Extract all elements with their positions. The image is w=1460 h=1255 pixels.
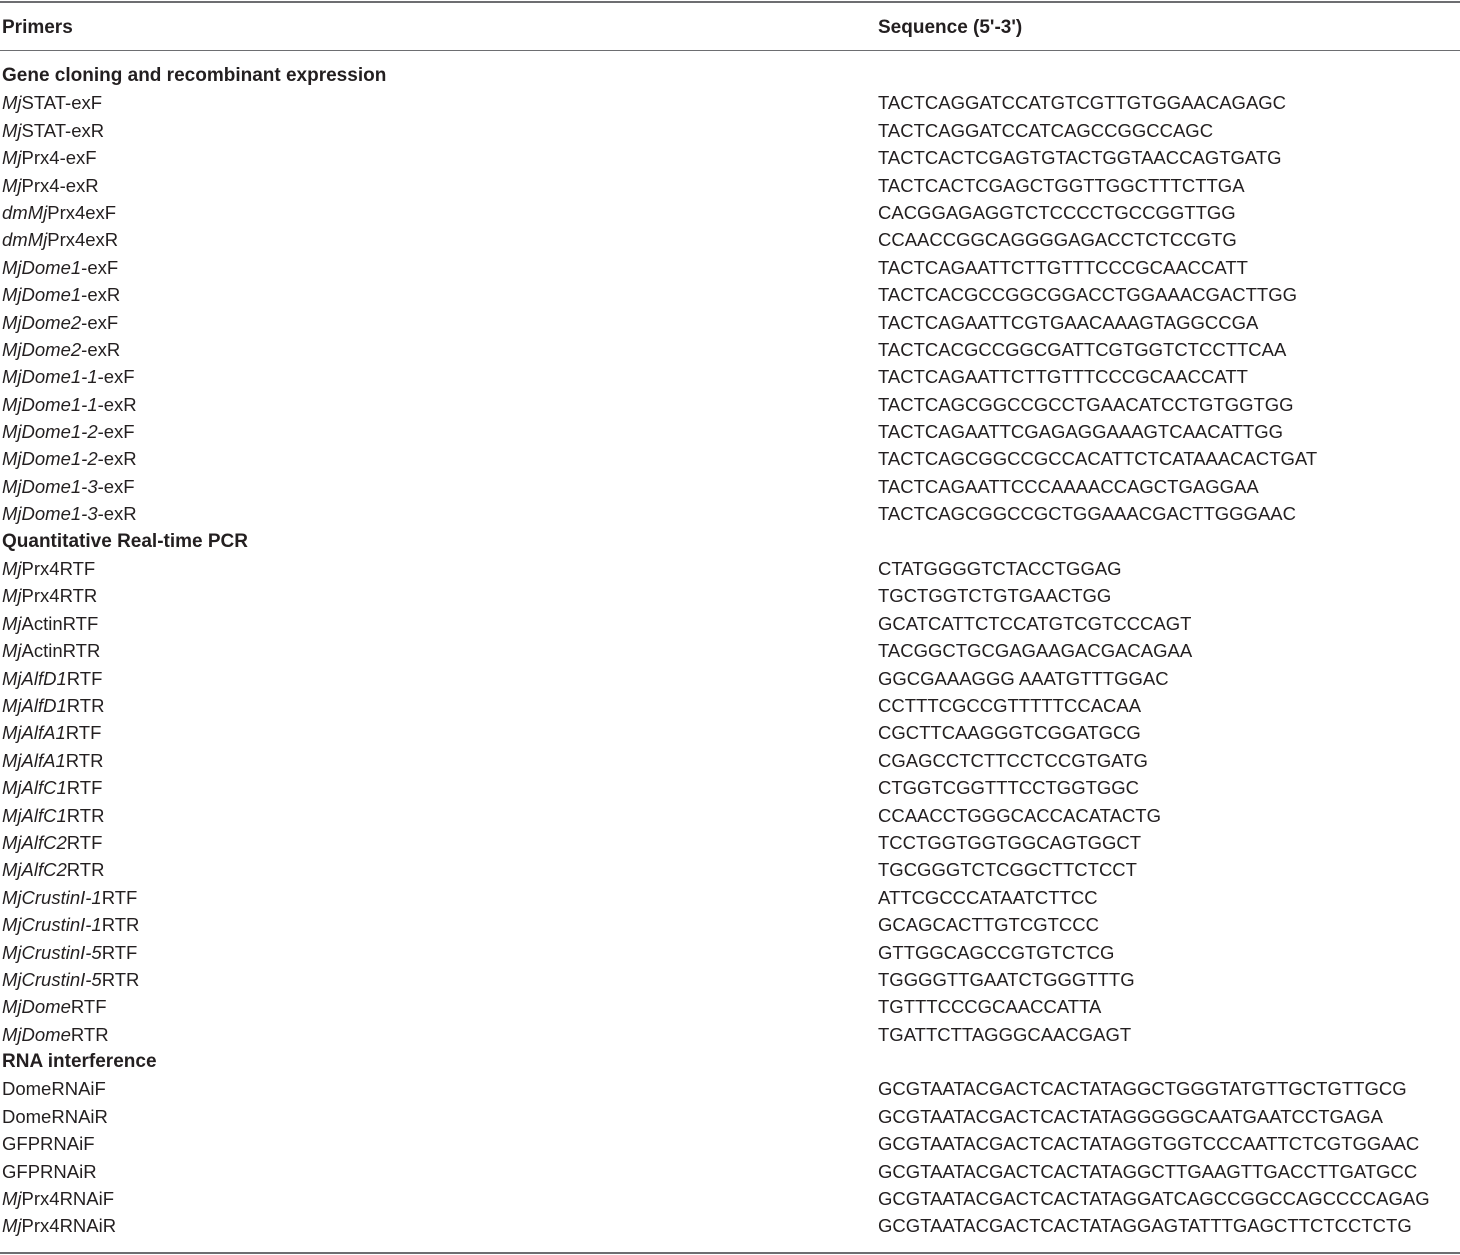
primer-sequence: TACTCAGCGGCCGCCACATTCTCATAAACACTGAT	[878, 448, 1318, 470]
primer-name-part: MjDome	[2, 996, 71, 1018]
primer-sequence: TACTCAGGATCCATGTCGTTGTGGAACAGAGC	[878, 92, 1287, 114]
primer-name-part: DomeRNAiF	[2, 1078, 106, 1100]
table-row	[0, 1185, 1460, 1212]
primer-name	[2, 445, 137, 472]
primer-sequence: TACGGCTGCGAGAAGACGACAGAA	[878, 640, 1193, 662]
section-heading	[0, 1048, 1460, 1075]
primer-name	[2, 966, 139, 993]
primer-name	[2, 1185, 114, 1212]
primer-name-part: MjDome1	[2, 284, 82, 306]
table-row	[0, 582, 1460, 609]
primer-sequence: TACTCAGAATTCTTGTTTCCCGCAACCATT	[878, 366, 1248, 388]
primer-name-part: MjCrustinI-1	[2, 914, 102, 936]
table-row	[0, 336, 1460, 363]
primer-name-part: Mj	[2, 558, 22, 580]
primer-sequence: GTTGGCAGCCGTGTCTCG	[878, 941, 1115, 963]
primer-sequence: GCGTAATACGACTCACTATAGGAGTATTTGAGCTTCTCCTCTG	[878, 1215, 1412, 1237]
primer-name-part: -exF	[97, 475, 135, 497]
primer-name-part: MjAlfC1	[2, 777, 67, 799]
primer-sequence: TACTCAGAATTCGAGAGGAAAGTCAACATTGG	[878, 421, 1283, 443]
primer-name-part: MjAlfA1	[2, 722, 66, 744]
table-row	[0, 1158, 1460, 1185]
table-row	[0, 829, 1460, 856]
primer-name-part: Mj	[2, 640, 22, 662]
primer-name-part: dmMj	[2, 229, 48, 251]
primer-name-part: Mj	[2, 1215, 22, 1237]
section-title: Quantitative Real-time PCR	[2, 530, 248, 552]
table-row	[0, 445, 1460, 472]
table-row	[0, 500, 1460, 527]
primer-name	[2, 719, 101, 746]
primer-name	[2, 802, 104, 829]
primer-name-part: GFPRNAiR	[2, 1160, 97, 1182]
primer-sequence: GCGTAATACGACTCACTATAGGTGGTCCCAATTCTCGTGGAAC	[878, 1133, 1420, 1155]
primer-name-part: RTR	[66, 804, 105, 826]
primer-name-part: MjAlfC1	[2, 804, 67, 826]
primer-sequence: TGGGGTTGAATCTGGGTTTG	[878, 968, 1135, 990]
table-row	[0, 692, 1460, 719]
table-row	[0, 89, 1460, 116]
section-title: Gene cloning and recombinant expression	[2, 65, 387, 86]
table-row	[0, 966, 1460, 993]
primer-name	[2, 117, 104, 144]
primer-sequence: TACTCACGCCGGCGGACCTGGAAACGACTTGG	[878, 284, 1298, 306]
primer-sequence: TACTCAGCGGCCGCTGGAAACGACTTGGGAAC	[878, 503, 1296, 525]
primer-name-part: -exR	[97, 448, 137, 470]
primer-sequence: CTGGTCGGTTTCCTGGTGGC	[878, 777, 1140, 799]
primer-name-part: RTF	[66, 777, 103, 799]
primer-sequence: TACTCACTCGAGTGTACTGGTAACCAGTGATG	[878, 147, 1282, 169]
primer-name-part: RTF	[66, 667, 103, 689]
primer-name	[2, 363, 135, 390]
primer-sequence: GGCGAAAGGG AAATGTTTGGAC	[878, 667, 1169, 689]
primer-name-part: -exR	[97, 503, 137, 525]
primer-name-part: GFPRNAiF	[2, 1133, 95, 1155]
table-row	[0, 473, 1460, 500]
primer-sequence: ATTCGCCCATAATCTTCC	[878, 886, 1098, 908]
table-body	[0, 62, 1460, 1240]
primer-name-part: dmMj	[2, 201, 48, 223]
table-row	[0, 254, 1460, 281]
primer-sequence: GCGTAATACGACTCACTATAGGCTTGAAGTTGACCTTGATGCC	[878, 1160, 1418, 1182]
primer-name-part: RTR	[101, 914, 140, 936]
primer-name-part: Mj	[2, 92, 22, 114]
primer-sequence: CCTTTCGCCGTTTTTCCACAA	[878, 694, 1142, 716]
primer-name-part: Mj	[2, 585, 22, 607]
primer-name	[2, 226, 118, 253]
table-header	[0, 14, 1460, 42]
primer-sequence: CTATGGGGTCTACCTGGAG	[878, 558, 1122, 580]
primer-name-part: -exF	[81, 311, 119, 333]
primer-name	[2, 582, 97, 609]
table-row	[0, 939, 1460, 966]
primer-name	[2, 89, 102, 116]
primer-name-part: RTF	[65, 722, 102, 744]
primer-name-part: Prx4-exF	[21, 147, 97, 169]
primer-name	[2, 993, 107, 1020]
header-sequence: Sequence (5'-3')	[878, 17, 1023, 38]
table-top-rule	[0, 1, 1460, 3]
primer-name-part: MjAlfC2	[2, 831, 67, 853]
primer-name	[2, 610, 98, 637]
primer-name	[2, 144, 97, 171]
table-row	[0, 117, 1460, 144]
primer-name	[2, 829, 102, 856]
section-heading	[0, 62, 1460, 89]
primer-name-part: Prx4RNAiR	[21, 1215, 117, 1237]
primer-name	[2, 172, 99, 199]
primer-sequence: CGAGCCTCTTCCTCCGTGATG	[878, 749, 1148, 771]
primer-name-part: RTR	[101, 968, 140, 990]
primer-name-part: ActinRTF	[21, 612, 99, 634]
primer-name-part: RTR	[66, 694, 105, 716]
primer-name-part: MjDome2	[2, 338, 82, 360]
primer-name-part: MjCrustinI-5	[2, 941, 102, 963]
primer-name-part: RTF	[70, 996, 107, 1018]
primer-name-part: -exF	[97, 366, 135, 388]
primer-name-part: MjAlfA1	[2, 749, 66, 771]
primer-sequence: TGCGGGTCTCGGCTTCTCCT	[878, 859, 1137, 881]
primer-sequence: GCATCATTCTCCATGTCGTCCCAGT	[878, 612, 1192, 634]
primer-sequence: TACTCAGAATTCGTGAACAAAGTAGGCCGA	[878, 311, 1259, 333]
table-row	[0, 418, 1460, 445]
table-row	[0, 391, 1460, 418]
primer-name-part: MjAlfD1	[2, 667, 67, 689]
primer-name-part: RTR	[66, 859, 105, 881]
primer-name-part: MjCrustinI-5	[2, 968, 102, 990]
primer-name-part: Mj	[2, 1188, 22, 1210]
primer-name	[2, 692, 104, 719]
primer-name	[2, 637, 100, 664]
primer-name	[2, 254, 118, 281]
table-row	[0, 637, 1460, 664]
primer-name-part: Prx4RNAiF	[21, 1188, 115, 1210]
table-row	[0, 1103, 1460, 1130]
primer-name	[2, 1103, 108, 1130]
primer-name	[2, 939, 137, 966]
primer-sequence: CCAACCTGGGCACCACATACTG	[878, 804, 1161, 826]
primer-name	[2, 418, 135, 445]
section-heading	[0, 528, 1460, 555]
primer-name-part: RTF	[101, 886, 138, 908]
primer-name-part: RTR	[65, 749, 104, 771]
table-row	[0, 363, 1460, 390]
table-row	[0, 226, 1460, 253]
primer-name	[2, 774, 102, 801]
primer-name	[2, 473, 135, 500]
primer-name	[2, 911, 139, 938]
primer-sequence: TACTCAGAATTCTTGTTTCCCGCAACCATT	[878, 256, 1248, 278]
table-row	[0, 719, 1460, 746]
primer-name	[2, 747, 103, 774]
primer-sequence: GCGTAATACGACTCACTATAGGATCAGCCGGCCAGCCCCAGAG	[878, 1188, 1430, 1210]
primer-name	[2, 884, 137, 911]
table-row	[0, 172, 1460, 199]
table-row	[0, 555, 1460, 582]
primer-sequence: CACGGAGAGGTCTCCCCTGCCGGTTGG	[878, 201, 1236, 223]
primer-sequence: TACTCAGAATTCCCAAAACCAGCTGAGGAA	[878, 475, 1259, 497]
table-row	[0, 199, 1460, 226]
primer-sequence: TCCTGGTGGTGGCAGTGGCT	[878, 831, 1142, 853]
primer-sequence: GCGTAATACGACTCACTATAGGGGGCAATGAATCCTGAGA	[878, 1105, 1384, 1127]
primer-sequence: TACTCAGGATCCATCAGCCGGCCAGC	[878, 119, 1214, 141]
primer-name-part: RTF	[101, 941, 138, 963]
table-row	[0, 884, 1460, 911]
primer-name-part: Prx4exR	[47, 229, 119, 251]
primer-name-part: -exF	[97, 421, 135, 443]
primer-name-part: MjDome	[2, 1023, 71, 1045]
primer-name	[2, 281, 120, 308]
table-row	[0, 747, 1460, 774]
primer-name-part: MjAlfC2	[2, 859, 67, 881]
table-bottom-rule	[0, 1252, 1460, 1254]
primer-name-part: Prx4-exR	[21, 174, 99, 196]
primer-sequence: TACTCACGCCGGCGATTCGTGGTCTCCTTCAA	[878, 338, 1287, 360]
primer-name-part: MjAlfD1	[2, 694, 67, 716]
table-row	[0, 856, 1460, 883]
primer-sequence: TGTTTCCCGCAACCATTA	[878, 996, 1102, 1018]
primer-name-part: -exF	[81, 256, 119, 278]
primer-name	[2, 665, 102, 692]
table-row	[0, 1212, 1460, 1239]
primer-sequence: TACTCACTCGAGCTGGTTGGCTTTCTTGA	[878, 174, 1245, 196]
table-row	[0, 281, 1460, 308]
primer-name	[2, 555, 95, 582]
primer-name-part: Prx4RTR	[21, 585, 98, 607]
primer-name-part: Mj	[2, 612, 22, 634]
table-row	[0, 774, 1460, 801]
primer-name-part: MjDome1-1	[2, 366, 98, 388]
primer-name-part: MjDome1-1	[2, 393, 98, 415]
primer-name-part: MjDome1-2	[2, 421, 98, 443]
primer-name-part: -exR	[97, 393, 137, 415]
primer-name-part: MjDome1-3	[2, 475, 98, 497]
primer-name-part: MjDome1-2	[2, 448, 98, 470]
primer-name	[2, 856, 104, 883]
primer-sequence: CCAACCGGCAGGGGAGACCTCTCCGTG	[878, 229, 1237, 251]
primer-name-part: ActinRTR	[21, 640, 101, 662]
primer-name	[2, 1075, 106, 1102]
primer-sequence: TACTCAGCGGCCGCCTGAACATCCTGTGGTGG	[878, 393, 1294, 415]
primer-name-part: DomeRNAiR	[2, 1105, 108, 1127]
primer-name	[2, 1158, 97, 1185]
primer-name-part: RTR	[70, 1023, 109, 1045]
primer-sequence: GCGTAATACGACTCACTATAGGCTGGGTATGTTGCTGTTGCG	[878, 1078, 1407, 1100]
table-row	[0, 610, 1460, 637]
primer-name	[2, 336, 120, 363]
table-row	[0, 1075, 1460, 1102]
primer-name	[2, 1212, 116, 1239]
primer-name	[2, 199, 116, 226]
header-rule	[0, 50, 1460, 51]
table-row	[0, 802, 1460, 829]
primer-name-part: Prx4exF	[47, 201, 117, 223]
primer-sequence: CGCTTCAAGGGTCGGATGCG	[878, 722, 1141, 744]
primer-name-part: Mj	[2, 174, 22, 196]
primer-sequence: TGATTCTTAGGGCAACGAGT	[878, 1023, 1132, 1045]
table-row	[0, 993, 1460, 1020]
primer-name	[2, 1021, 109, 1048]
primer-name	[2, 500, 137, 527]
table-row	[0, 911, 1460, 938]
primer-name-part: Prx4RTF	[21, 558, 96, 580]
section-title: RNA interference	[2, 1051, 157, 1073]
table-row	[0, 665, 1460, 692]
primer-name-part: MjDome1-3	[2, 503, 98, 525]
primer-name-part: STAT-exR	[21, 119, 105, 141]
table-row	[0, 309, 1460, 336]
primer-name-part: -exR	[81, 338, 121, 360]
primer-name	[2, 1130, 95, 1157]
table-row	[0, 144, 1460, 171]
primer-name-part: MjDome1	[2, 256, 82, 278]
primer-name	[2, 391, 137, 418]
primer-name-part: MjCrustinI-1	[2, 886, 102, 908]
primer-name-part: MjDome2	[2, 311, 82, 333]
table-row	[0, 1021, 1460, 1048]
table-row	[0, 1130, 1460, 1157]
primer-sequence: TGCTGGTCTGTGAACTGG	[878, 585, 1112, 607]
primer-name-part: -exR	[81, 284, 121, 306]
primer-sequence: GCAGCACTTGTCGTCCC	[878, 914, 1099, 936]
primer-name	[2, 309, 118, 336]
primer-name-part: Mj	[2, 119, 22, 141]
header-primers: Primers	[2, 17, 73, 38]
primer-name-part: RTF	[66, 831, 103, 853]
primer-name-part: STAT-exF	[21, 92, 103, 114]
primer-name-part: Mj	[2, 147, 22, 169]
